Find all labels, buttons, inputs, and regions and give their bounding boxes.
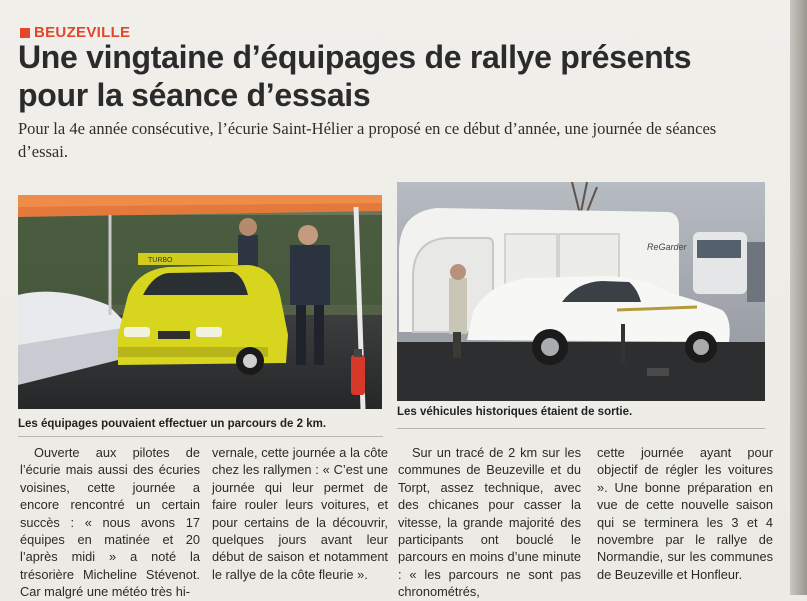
page-edge (790, 0, 807, 595)
article-column (597, 444, 773, 583)
article-column (20, 444, 200, 601)
rally-car-photo (18, 195, 382, 409)
trailer-lettering: ReGarder (647, 242, 687, 252)
caption-divider (18, 436, 383, 437)
article-column (212, 444, 388, 583)
column-text: vernale, cette journée a la côte chez les rallymen : « C’est une journée qui leur permet de faire rouler leurs voitures, et pour certains de la découvrir, quelques jours avant leur début de saison et notamment le rallye de la côte fleurie ». (212, 445, 388, 582)
section-label: BEUZEVILLE (34, 24, 131, 41)
column-text: Ouverte aux pilotes de l’écurie mais aussi des écuries voisines, cette journée a encore rencontré un certain succès : « nous avons 17 équipes en matinée et 20 l’après midi » a noté la trésorière Micheline Stévenot. Car malgré une météo très hi- (20, 445, 200, 600)
lede: Pour la 4e année consécutive, l’écurie Saint-Hélier a proposé en ce début d’année, une journée de séances d’essai. (18, 119, 717, 161)
historic-car-photo (397, 182, 765, 401)
caption-divider (397, 428, 765, 429)
column-text: cette journée ayant pour objectif de régler les voitures ». Une bonne préparation en vue de cette nouvelle saison qui se terminera les 3 et 4 novembre par le rallye de Normandie, sur les communes de Beuzeville et Honfleur. (597, 445, 773, 582)
svg-text:TURBO: TURBO (148, 257, 173, 264)
headline: Une vingtaine d’équipages de rallye présents pour la séance d’essais (18, 39, 692, 113)
article-column (398, 444, 581, 601)
photo-caption: Les équipages pouvaient effectuer un parcours de 2 km. (18, 418, 327, 430)
column-text: Sur un tracé de 2 km sur les communes de Beuzeville et du Torpt, assez technique, avec des chicanes pour casser la vitesse, la grande majorité des participants ont bouclé le parcours en moins d’une minute : « les parcours ne sont pas chronométrés, (398, 445, 581, 600)
photo-caption: Les véhicules historiques étaient de sortie. (397, 406, 633, 418)
kicker-square-icon (20, 28, 30, 38)
